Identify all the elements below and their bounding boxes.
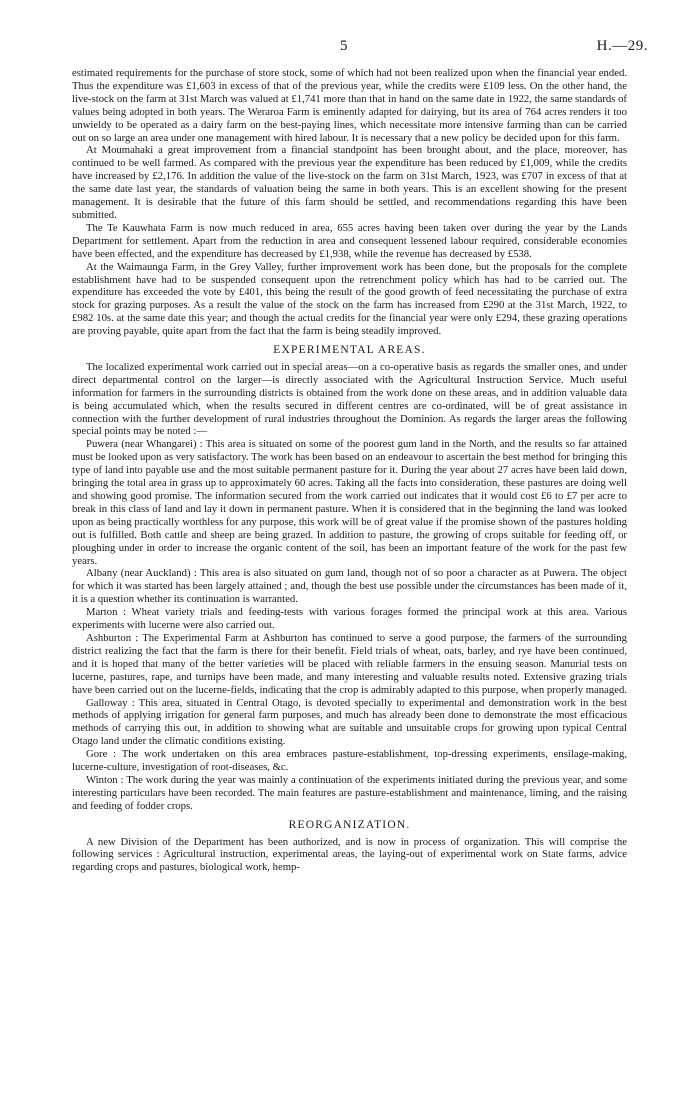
paragraph-gore: Gore : The work undertaken on this area embraces pasture-establishment, top-dressing experiments, ensilage-making, lucerne-culture, investigation of root-diseases, &c. <box>72 748 627 774</box>
page-header <box>0 38 700 58</box>
paragraph-ashburton: Ashburton : The Experimental Farm at Ashburton has continued to serve a good purpose, the farmers of the surrounding district realizing the fact that the farm is there for their benefit. Field trials of wheat, oats, barley, and rye have been continued, and it is hoped that many of the better varieties will be placed with reliable farmers in the ensuing season. Manurial tests on lucerne, pastures, rape, and turnips have been made, and many interesting and valuable results noted. Extensive grazing trials have been carried out on the lucerne-fields, indicating that the crop is admirably adapted to this purpose, when properly managed. <box>72 631 627 696</box>
paragraph-albany: Albany (near Auckland) : This area is also situated on gum land, though not of so poor a character as at Puwera. The object for which it was started has been largely attained ; and, though the best use possible under the circumstances has been made of it, it is a question whether its continuation is warranted. <box>72 567 627 606</box>
paragraph-puwera: Puwera (near Whangarei) : This area is situated on some of the poorest gum land in the North, and the results so far attained must be looked upon as very satisfactory. The work has been based on an endeavour to ascertain the best method for bringing this type of land into payable use and the most suitable permanent pasture for it. During the year about 27 acres have been laid down, bringing the total area in grass up to approximately 60 acres. Taking all the facts into consideration, these pastures are doing well and showing good promise. The information secured from the work carried out indicates that it would cost £6 to £7 per acre to break in this class of land and lay it down in permanent pasture. When it is considered that in the beginning the land was looked upon as being practically worthless for any purpose, this work will be of great value if the promise shown of the pastures holding out is fulfilled. Both cattle and sheep are being grazed. In addition to pasture, the growing of crops suitable for feeding off, or ploughing under in order to increase the organic content of the soil, has been an important feature of the work for the past few years. <box>72 438 627 567</box>
paragraph-weraroa-continued: estimated requirements for the purchase of store stock, some of which had not been realized upon when the financial year ended. Thus the expenditure was £1,603 in excess of that of the previous year, while the credits were £109 less. On the other hand, the live-stock on the farm at 31st March was valued at £1,741 more than that in hand on the same date in 1922, the same standards of values being adopted in both years. The Weraroa Farm is eminently adapted for dairying, but its area of 764 acres renders it too unwieldy to be operated as a dairy farm on the best-paying lines, which necessitate more intensive farming than can be carried out on so large an area under one management with hired labour. It is necessary that a new policy be decided upon for this farm. <box>72 67 627 144</box>
paragraph-galloway: Galloway : This area, situated in Central Otago, is devoted specially to experimental and demonstration work in the best methods of applying irrigation for general farm purposes, and much has already been done to demonstrate the most efficacious methods of carrying this out, in addition to showing what are suitable and unsuitable crops for growing upon typical Central Otago land under the climatic conditions existing. <box>72 696 627 748</box>
page-number: 5 <box>340 38 348 54</box>
paragraph-experimental-intro: The localized experimental work carried out in special areas—on a co-operative basis as regards the smaller ones, and under direct departmental control on the larger—is directly associated with the Agricultural Instruction Service. Much useful information for farmers in the surrounding districts is obtained from the work done on these areas, and in addition valuable data is being accumulated which, when the results secured in different centres are co-ordinated, will be of great assistance in connection with the further development of rural industries throughout the Dominion. As regards the larger areas the following special points may be noted :— <box>72 360 627 438</box>
paragraph-marton: Marton : Wheat variety trials and feeding-tests with various forages formed the principal work at this area. Various experiments with lucerne were also carried out. <box>72 606 627 632</box>
section-heading-experimental-areas: EXPERIMENTAL AREAS. <box>273 344 426 357</box>
paragraph-te-kauwhata: The Te Kauwhata Farm is now much reduced in area, 655 acres having been taken over during the year by the Lands Department for settlement. Apart from the reduction in area and consequent lessened labour required, considerable economies have been effected, and the expenditure has decreased by £1,938, while the revenue has decreased by £538. <box>72 221 627 260</box>
document-reference: H.—29. <box>596 38 648 54</box>
paragraph-moumahaki: At Moumahaki a great improvement from a financial standpoint has been brought about, and the place, moreover, has continued to be well farmed. As compared with the previous year the expenditure has been reduced by £1,009, while the credits have increased by £2,176. In addition the value of the live-stock on the farm on 31st March, 1923, was £707 in excess of that at the same date last year, the standards of valuation being the same in both years. This is an excellent showing for the present management. It is desirable that the future of this farm should be settled, and recommendations regarding this have been submitted. <box>72 144 627 221</box>
document-body <box>72 67 627 874</box>
paragraph-winton: Winton : The work during the year was mainly a continuation of the experiments initiated during the previous year, and some interesting particulars have been recorded. The main features are pasture-establishment and maintenance, liming, and the raising and feeding of fodder crops. <box>72 773 627 812</box>
paragraph-reorganization: A new Division of the Department has been authorized, and is now in process of organization. This will comprise the following services : Agricultural instruction, experimental areas, the laying-out of experimental work on State farms, advice regarding crops and pastures, biological work, hemp- <box>72 835 627 874</box>
paragraph-waimaunga: At the Waimaunga Farm, in the Grey Valley, further improvement work has been done, but the proposals for the complete establishment have had to be suspended consequent upon the retrenchment policy which has had to be carried out. The expenditure has exceeded the vote by £401, this being the result of the good growth of feed necessitating the purchase of extra stock for grazing purposes. As a result the value of the stock on the farm has increased from £290 at the 31st March, 1922, to £982 10s. at the same date this year; and though the actual credits for the financial year were only £294, these grazing operations are proving payable, quite apart from the fact that the farm is being steadily improved. <box>72 260 627 338</box>
section-heading-reorganization: REORGANIZATION. <box>288 818 411 831</box>
